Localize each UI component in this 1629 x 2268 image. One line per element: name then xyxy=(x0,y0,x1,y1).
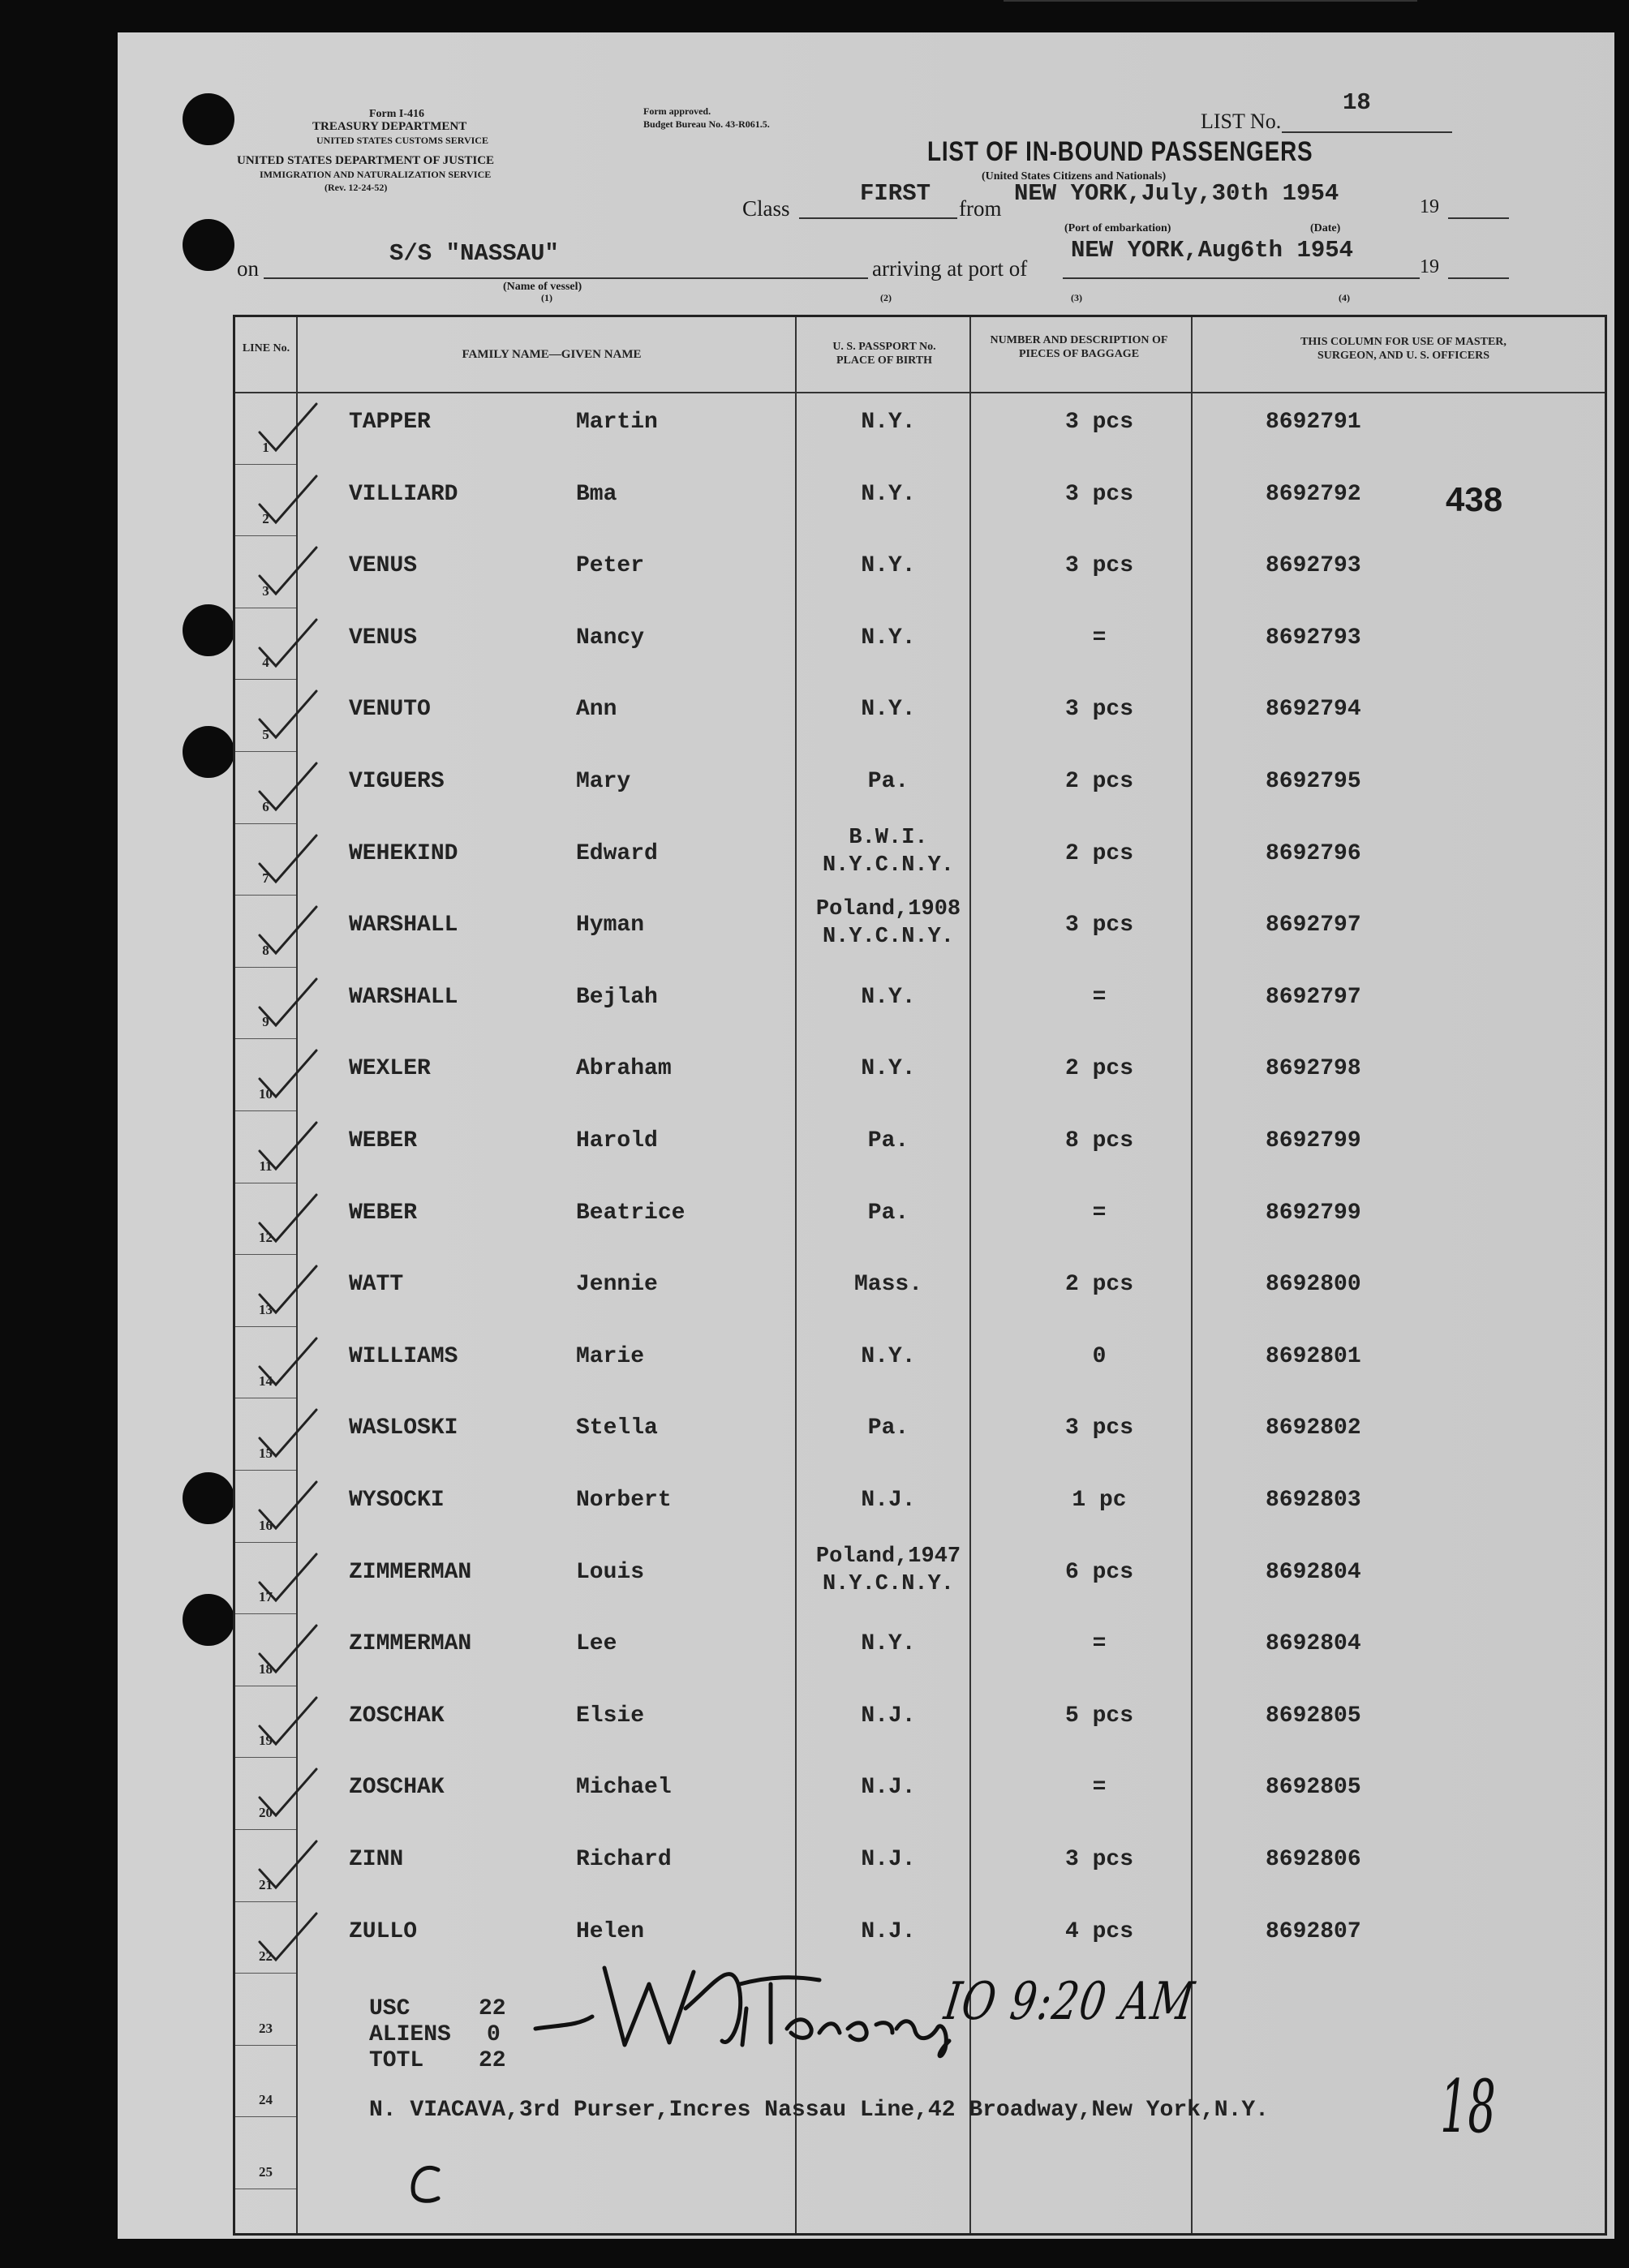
officer-number: 8692805 xyxy=(1266,1775,1361,1801)
check-mark xyxy=(251,831,325,888)
baggage-count: = xyxy=(1092,1775,1107,1801)
place-of-birth: N.Y. xyxy=(861,625,916,651)
officer-number: 8692795 xyxy=(1266,769,1361,794)
officer-number: 8692803 xyxy=(1266,1488,1361,1513)
baggage-count: 0 xyxy=(1092,1343,1107,1369)
col-number-2: (2) xyxy=(880,292,892,303)
check-mark xyxy=(251,1406,325,1463)
officer-number: 8692798 xyxy=(1266,1056,1361,1082)
check-mark xyxy=(251,1622,325,1678)
line-number: 20 xyxy=(259,1805,273,1820)
given-name: Ann xyxy=(576,697,617,723)
baggage-count: 5 pcs xyxy=(1064,1703,1133,1729)
officer-number: 8692791 xyxy=(1266,410,1361,435)
baggage-count: 3 pcs xyxy=(1064,913,1133,939)
port-embark-label: (Port of embarkation) xyxy=(1064,222,1171,234)
arriving-label: arriving at port of xyxy=(872,256,1028,281)
baggage-count: 2 pcs xyxy=(1064,840,1133,866)
binder-hole xyxy=(183,219,234,271)
officer-number: 8692805 xyxy=(1266,1703,1361,1729)
line-number: 14 xyxy=(259,1373,273,1390)
baggage-count: 6 pcs xyxy=(1064,1559,1133,1585)
check-mark xyxy=(251,1119,325,1175)
line-number: 5 xyxy=(262,727,269,742)
family-name: WARSHALL xyxy=(349,984,458,1010)
line-number: 1 xyxy=(262,439,269,455)
header-line-no: LINE No. xyxy=(242,342,290,354)
form-number: Form I-416 xyxy=(369,108,425,120)
baggage-count: = xyxy=(1092,984,1107,1010)
family-name: WATT xyxy=(349,1272,404,1298)
check-mark xyxy=(251,616,325,672)
check-mark xyxy=(251,1837,325,1894)
line-number: 3 xyxy=(262,582,269,599)
officer-number: 8692806 xyxy=(1266,1847,1361,1872)
place-of-birth: Pa. xyxy=(867,1415,909,1441)
family-name: ZIMMERMAN xyxy=(349,1559,472,1585)
family-name: ZIMMERMAN xyxy=(349,1631,472,1657)
family-name: VIGUERS xyxy=(349,769,445,794)
line-number: 11 xyxy=(259,1158,273,1174)
family-name: WASLOSKI xyxy=(349,1415,458,1441)
line-number: 6 xyxy=(262,798,269,814)
family-name: VENUS xyxy=(349,625,418,651)
family-name: ZOSCHAK xyxy=(349,1775,445,1801)
place-of-birth: N.J. xyxy=(861,1775,916,1801)
ins-service: IMMIGRATION AND NATURALIZATION SERVICE xyxy=(260,169,492,180)
aliens-label: ALIENS xyxy=(369,2022,451,2047)
line-number: 10 xyxy=(259,1086,273,1102)
aliens-value: 0 xyxy=(487,2022,501,2047)
officer-number: 8692793 xyxy=(1266,625,1361,651)
place-of-birth-2: N.Y.C.N.Y. xyxy=(822,853,955,878)
usc-value: 22 xyxy=(479,1996,506,2021)
given-name: Michael xyxy=(576,1775,672,1801)
family-name: VENUTO xyxy=(349,697,431,723)
col-number-3: (3) xyxy=(1071,292,1082,303)
place-of-birth: N.Y. xyxy=(861,410,916,435)
place-of-birth: Pa. xyxy=(867,1128,909,1153)
place-of-birth: Pa. xyxy=(867,769,909,794)
line-number: 12 xyxy=(259,1230,273,1246)
check-mark xyxy=(251,1046,325,1103)
form-approved: Form approved. xyxy=(643,105,711,117)
binder-hole xyxy=(183,604,234,656)
given-name: Lee xyxy=(576,1631,617,1657)
officer-number: 8692800 xyxy=(1266,1272,1361,1298)
place-of-birth: N.Y. xyxy=(861,1343,916,1369)
officer-number: 8692797 xyxy=(1266,984,1361,1010)
officer-number: 8692804 xyxy=(1266,1631,1361,1657)
check-mark xyxy=(251,975,325,1032)
header-baggage: NUMBER AND DESCRIPTION OF PIECES OF BAGGAGE xyxy=(990,334,1168,360)
family-name: WEBER xyxy=(349,1128,418,1153)
given-name: Louis xyxy=(576,1559,645,1585)
officer-number: 8692807 xyxy=(1266,1918,1361,1944)
family-name: ZOSCHAK xyxy=(349,1703,445,1729)
given-name: Hyman xyxy=(576,913,645,939)
given-name: Norbert xyxy=(576,1488,672,1513)
baggage-count: 2 pcs xyxy=(1064,1056,1133,1082)
check-mark xyxy=(251,1765,325,1822)
family-name: WYSOCKI xyxy=(349,1488,445,1513)
baggage-count: 3 pcs xyxy=(1064,481,1133,507)
passenger-table xyxy=(233,315,1607,2236)
given-name: Bejlah xyxy=(576,984,658,1010)
customs-service: UNITED STATES CUSTOMS SERVICE xyxy=(316,135,488,146)
check-mark xyxy=(251,1478,325,1535)
baggage-count: 3 pcs xyxy=(1064,1415,1133,1441)
baggage-count: 3 pcs xyxy=(1064,553,1133,579)
baggage-count: 3 pcs xyxy=(1064,697,1133,723)
baggage-count: 1 pc xyxy=(1072,1488,1127,1513)
given-name: Abraham xyxy=(576,1056,672,1082)
place-of-birth: Poland,1947 xyxy=(815,1544,961,1569)
total-value: 22 xyxy=(479,2048,506,2073)
officer-number: 8692792 xyxy=(1266,481,1361,507)
place-of-birth: Mass. xyxy=(853,1272,922,1298)
place-of-birth: N.Y. xyxy=(861,553,916,579)
officer-number: 8692793 xyxy=(1266,553,1361,579)
binder-hole xyxy=(183,726,234,778)
given-name: Edward xyxy=(576,840,658,866)
family-name: WILLIAMS xyxy=(349,1343,458,1369)
officer-number: 8692799 xyxy=(1266,1128,1361,1153)
line-number: 22 xyxy=(259,1948,273,1965)
treasury-dept: TREASURY DEPARTMENT xyxy=(312,120,467,133)
family-name: ZINN xyxy=(349,1847,404,1872)
line-number: 19 xyxy=(259,1733,273,1749)
given-name: Harold xyxy=(576,1128,658,1153)
from-label: from xyxy=(959,196,1002,221)
baggage-count: 8 pcs xyxy=(1064,1128,1133,1153)
col-number-4: (4) xyxy=(1339,292,1350,303)
line-number: 7 xyxy=(262,870,269,887)
given-name: Bma xyxy=(576,481,617,507)
corner-handwritten-mark: 18 xyxy=(1440,2064,1496,2150)
officer-number: 8692804 xyxy=(1266,1559,1361,1585)
arriving-value: NEW YORK,Aug6th 1954 xyxy=(1071,237,1354,264)
header-name: FAMILY NAME—GIVEN NAME xyxy=(462,348,642,361)
place-of-birth: Poland,1908 xyxy=(815,897,961,922)
check-mark xyxy=(251,1191,325,1248)
page-title: LIST OF IN-BOUND PASSENGERS xyxy=(927,136,1313,167)
given-name: Helen xyxy=(576,1918,645,1944)
line-number: 9 xyxy=(262,1014,269,1030)
side-number: 438 xyxy=(1446,480,1503,518)
place-of-birth: N.Y. xyxy=(861,1631,916,1657)
family-name: WARSHALL xyxy=(349,913,458,939)
place-of-birth: N.J. xyxy=(861,1847,916,1872)
vessel-name-label: (Name of vessel) xyxy=(503,281,582,293)
line-number: 23 xyxy=(259,2020,273,2036)
place-of-birth: N.J. xyxy=(861,1918,916,1944)
baggage-count: = xyxy=(1092,1631,1107,1657)
family-name: TAPPER xyxy=(349,410,431,435)
given-name: Stella xyxy=(576,1415,658,1441)
given-name: Mary xyxy=(576,769,631,794)
baggage-count: 3 pcs xyxy=(1064,1847,1133,1872)
purser-line: N. VIACAVA,3rd Purser,Incres Nassau Line,42 Broadway,New York,N.Y. xyxy=(369,2098,1269,2123)
place-of-birth: B.W.I. xyxy=(849,825,928,850)
place-of-birth: Pa. xyxy=(867,1200,909,1226)
binder-hole xyxy=(183,1472,234,1524)
list-no-value: 18 xyxy=(1343,89,1371,116)
class-label: Class xyxy=(742,196,790,221)
vessel-value: S/S "NASSAU" xyxy=(389,240,559,267)
place-of-birth: N.J. xyxy=(861,1488,916,1513)
baggage-count: 2 pcs xyxy=(1064,769,1133,794)
on-label: on xyxy=(237,256,259,281)
title-subtitle: (United States Citizens and Nationals) xyxy=(982,170,1167,183)
list-no-label: LIST No. xyxy=(1201,110,1282,133)
line-number: 4 xyxy=(262,655,269,671)
baggage-count: 2 pcs xyxy=(1064,1272,1133,1298)
officer-number: 8692801 xyxy=(1266,1343,1361,1369)
place-of-birth: N.Y. xyxy=(861,481,916,507)
check-mark xyxy=(251,903,325,960)
baggage-count: = xyxy=(1092,625,1107,651)
given-name: Elsie xyxy=(576,1703,645,1729)
year-suffix-1: 19 xyxy=(1420,196,1439,217)
revision: (Rev. 12-24-52) xyxy=(325,182,388,193)
date-label: (Date) xyxy=(1310,222,1341,234)
baggage-count: = xyxy=(1092,1200,1107,1226)
signature-time: IO 9:20 AM xyxy=(940,1972,1199,2032)
given-name: Martin xyxy=(576,410,658,435)
class-value: FIRST xyxy=(860,180,931,207)
place-of-birth: N.Y. xyxy=(861,984,916,1010)
check-mark xyxy=(251,759,325,816)
line-number: 16 xyxy=(259,1517,273,1533)
year-suffix-2: 19 xyxy=(1420,256,1439,277)
officer-number: 8692797 xyxy=(1266,913,1361,939)
place-of-birth: N.Y. xyxy=(861,697,916,723)
line-number: 17 xyxy=(259,1589,273,1605)
family-name: WEHEKIND xyxy=(349,840,458,866)
binder-hole xyxy=(183,1594,234,1646)
check-mark xyxy=(251,543,325,600)
check-mark xyxy=(251,1334,325,1391)
binder-hole xyxy=(183,93,234,145)
place-of-birth: N.Y. xyxy=(861,1056,916,1082)
check-mark xyxy=(251,472,325,529)
budget-bureau: Budget Bureau No. 43-R061.5. xyxy=(643,118,770,130)
officer-number: 8692802 xyxy=(1266,1415,1361,1441)
line-number: 2 xyxy=(262,511,269,527)
justice-dept: UNITED STATES DEPARTMENT OF JUSTICE xyxy=(237,154,495,167)
given-name: Marie xyxy=(576,1343,645,1369)
line-number: 21 xyxy=(259,1876,273,1892)
check-mark xyxy=(251,687,325,744)
check-mark xyxy=(251,1694,325,1750)
check-mark xyxy=(251,1262,325,1319)
given-name: Nancy xyxy=(576,625,645,651)
line-number: 8 xyxy=(262,942,269,958)
total-label: TOTL xyxy=(369,2048,424,2073)
family-name: ZULLO xyxy=(349,1918,418,1944)
place-of-birth-2: N.Y.C.N.Y. xyxy=(822,925,955,950)
family-name: VENUS xyxy=(349,553,418,579)
officer-number: 8692799 xyxy=(1266,1200,1361,1226)
header-passport: U. S. PASSPORT No. PLACE OF BIRTH xyxy=(832,341,936,367)
given-name: Jennie xyxy=(576,1272,658,1298)
line-number: 15 xyxy=(259,1445,273,1461)
handwritten-c-mark xyxy=(398,2154,454,2210)
family-name: WEXLER xyxy=(349,1056,431,1082)
line-number: 13 xyxy=(259,1301,273,1317)
line-number: 18 xyxy=(259,1660,273,1677)
header-officers: THIS COLUMN FOR USE OF MASTER, SURGEON, AND U. S. OFFICERS xyxy=(1300,336,1507,362)
officer-number: 8692794 xyxy=(1266,697,1361,723)
baggage-count: 4 pcs xyxy=(1064,1918,1133,1944)
officer-number: 8692796 xyxy=(1266,840,1361,866)
place-of-birth-2: N.Y.C.N.Y. xyxy=(822,1571,955,1596)
baggage-count: 3 pcs xyxy=(1064,410,1133,435)
check-mark xyxy=(251,400,325,457)
family-name: VILLIARD xyxy=(349,481,458,507)
line-number: 24 xyxy=(259,2092,273,2108)
given-name: Beatrice xyxy=(576,1200,686,1226)
given-name: Richard xyxy=(576,1847,672,1872)
col-number-1: (1) xyxy=(541,292,552,303)
line-number: 25 xyxy=(259,2164,273,2180)
from-value: NEW YORK,July,30th 1954 xyxy=(1014,180,1339,207)
family-name: WEBER xyxy=(349,1200,418,1226)
given-name: Peter xyxy=(576,553,645,579)
check-mark xyxy=(251,1909,325,1966)
check-mark xyxy=(251,1550,325,1607)
usc-label: USC xyxy=(369,1996,410,2021)
place-of-birth: N.J. xyxy=(861,1703,916,1729)
